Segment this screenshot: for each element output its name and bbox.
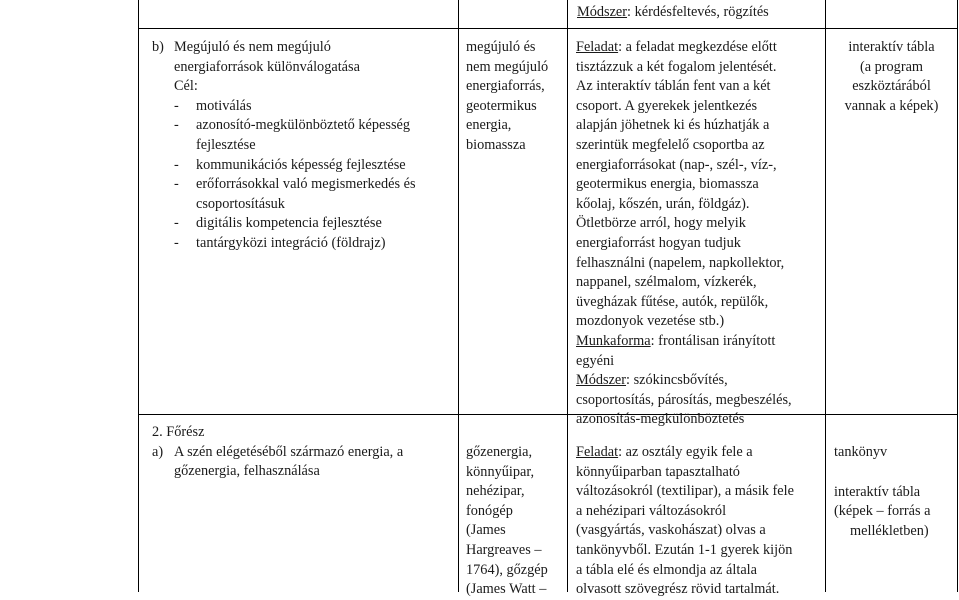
top-method-cell: [577, 3, 769, 23]
concept-line: nem megújuló: [466, 58, 549, 75]
table-border-col2: [458, 0, 459, 592]
concept-line: geotermikus: [466, 97, 537, 114]
list-item: - motiválás: [174, 97, 252, 114]
task-line: geotermikus energia, biomassza: [576, 176, 759, 193]
table-row-divider-middle: [138, 414, 957, 415]
task-line: szerintük megfelelő csoportba az: [576, 136, 765, 153]
table-border-col3: [567, 0, 568, 592]
task-line: alapján jöhetnek ki és húzhatják a: [576, 117, 770, 134]
concept-line: 1764), gőzgép: [466, 561, 548, 578]
heading-line-1: Megújuló és nem megújuló: [174, 39, 331, 55]
concept-line: Hargreaves –: [466, 541, 542, 558]
concept-line: gőzenergia,: [466, 444, 533, 460]
task-label: Feladat: [576, 444, 619, 460]
concept-line: (James Watt –: [466, 581, 547, 598]
row2-col3-cell: [576, 443, 794, 600]
heading-line-2: energiaforrások különválogatása: [174, 58, 360, 75]
task-line: üvegházak fűtése, autók, repülők,: [576, 293, 769, 310]
task-line: tisztázzuk a két fogalom jelentését.: [576, 58, 777, 75]
work-form-line: Munkaforma: frontálisan irányított: [576, 332, 776, 349]
tool-line: (a program: [859, 58, 924, 75]
task-line: Ötletbörze arról, hogy melyik: [576, 215, 746, 232]
tool-line: (képek – forrás a: [834, 503, 931, 520]
goal-label: Cél:: [174, 78, 198, 95]
work-form-label: Munkaforma: [576, 332, 651, 349]
main-section-heading: 2. Főrész: [152, 424, 205, 440]
tool-line: vannak a képek): [844, 97, 939, 114]
task-line: olvasott szövegrész rövid tartalmát.: [576, 581, 780, 598]
tool-line: mellékletben): [850, 522, 929, 539]
table-row-divider-top: [138, 28, 957, 29]
task-line: Az interaktív táblán fent van a két: [576, 78, 771, 95]
row1-col4-cell: [826, 38, 957, 116]
task-line: tankönyvből. Ezután 1-1 gyerek kijön: [576, 541, 793, 558]
task-line: felhasználni (napelem, napkollektor,: [576, 254, 785, 271]
method-label: Módszer: [576, 372, 627, 389]
goal-list: [152, 97, 452, 254]
task-line: (vasgyártás, vaskohászat) olvas a: [576, 522, 766, 539]
table-border-right: [957, 0, 958, 592]
list-item-continuation: fejlesztése: [196, 136, 256, 153]
method-line: Módszer: szókincsbővítés,: [576, 372, 728, 389]
tool-line: interaktív tábla: [834, 483, 921, 500]
concept-line: fonógép: [466, 502, 513, 519]
table-border-left: [138, 0, 139, 592]
task-line: a tábla elé és elmondja az általa: [576, 561, 757, 578]
task-line: nappanel, szélmalom, vízkerék,: [576, 274, 757, 291]
list-item: - kommunikációs képesség fejlesztése: [174, 156, 406, 173]
tool-line: eszköztárából: [852, 78, 931, 95]
row2-col2-cell: [466, 443, 548, 600]
task-line: kőolaj, kőszén, urán, földgáz).: [576, 195, 750, 212]
method-label: Módszer: [577, 4, 628, 20]
row2-col1-cell: [152, 423, 452, 482]
sub-heading: a) A szén elégetéséből származó energia, a: [152, 443, 404, 460]
concept-line: biomassza: [466, 136, 526, 153]
task-label: Feladat: [576, 39, 619, 55]
concept-line: energiaforrás,: [466, 78, 545, 95]
method-line: csoportosítás, párosítás, megbeszélés,: [576, 391, 792, 408]
list-item-continuation: csoportosításuk: [196, 195, 285, 212]
sub-heading-line-2: gőzenergia, felhasználása: [174, 463, 320, 480]
task-line: mozdonyok vezetése stb.): [576, 313, 725, 330]
tool-line: interaktív tábla: [848, 39, 935, 55]
concept-line: energia,: [466, 117, 512, 134]
task-line: változásokról (textilipar), a másik fele: [576, 483, 794, 500]
sub-prefix: a): [152, 443, 164, 460]
work-form-line: egyéni: [576, 352, 615, 369]
concept-line: megújuló és: [466, 39, 536, 55]
list-item: - erőforrásokkal való megismerkedés és: [174, 176, 416, 193]
list-item: - digitális kompetencia fejlesztése: [174, 215, 382, 232]
concept-line: könnyűipar,: [466, 463, 535, 480]
tool-line: tankönyv: [834, 444, 888, 460]
task-line: a nehézipari változásokról: [576, 502, 727, 519]
task-line: Feladat: a feladat megkezdése előtt: [576, 39, 777, 55]
row2-col4-cell: [834, 443, 930, 541]
method-text: : kérdésfeltevés, rögzítés: [627, 4, 769, 20]
concept-line: nehézipar,: [466, 483, 525, 500]
list-item: - azonosító-megkülönböztető képesség: [174, 117, 410, 134]
section-heading: [152, 38, 452, 58]
row1-col2-cell: [466, 38, 548, 156]
row1-col3-cell: [576, 38, 792, 430]
task-line: csoport. A gyerekek jelentkezés: [576, 97, 758, 114]
concept-line: (James: [466, 522, 506, 539]
heading-prefix: b): [152, 39, 164, 55]
task-line: Feladat: az osztály egyik fele a: [576, 444, 753, 460]
task-line: energiaforrást hogyan tudjuk: [576, 234, 741, 251]
row1-col1-cell: [152, 38, 452, 254]
task-line: energiaforrásokat (nap-, szél-, víz-,: [576, 156, 777, 173]
task-line: könnyűiparban tapasztalható: [576, 463, 740, 480]
list-item: - tantárgyközi integráció (földrajz): [174, 234, 386, 251]
method-line: azonosítás-megkülönböztetés: [576, 411, 745, 428]
